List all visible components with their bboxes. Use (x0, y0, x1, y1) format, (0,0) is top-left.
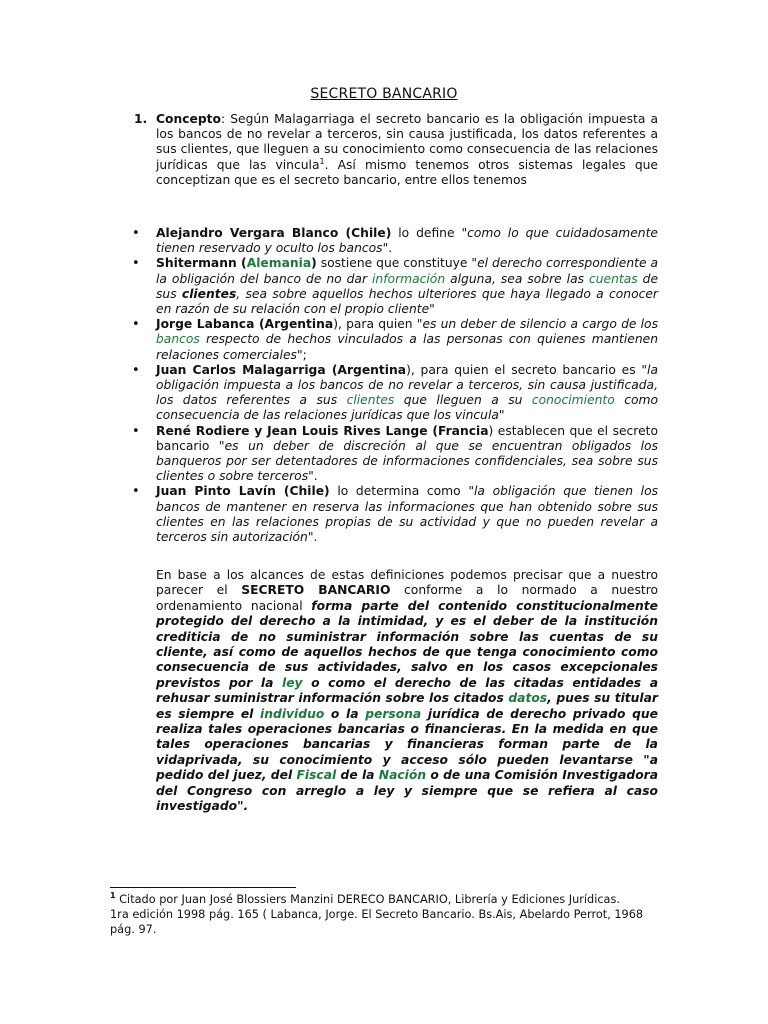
text: ) establecen que el secreto bancario " (156, 423, 658, 453)
text: ". (308, 469, 318, 484)
footnote-separator (110, 887, 296, 888)
text: ), para quien " (333, 317, 423, 332)
list-item (156, 424, 658, 485)
text: " (498, 408, 505, 423)
quote: alguna, sea sobre las (445, 271, 589, 286)
link-persona[interactable]: persona (365, 706, 422, 721)
list-item (156, 256, 658, 317)
quote: de sus (156, 271, 659, 301)
author-name: Alejandro Vergara Blanco (Chile) (156, 226, 392, 240)
quote: como consecuencia de las relaciones jurídicas que los vincula (156, 393, 658, 423)
emphasis: o la (324, 706, 366, 721)
author-name: René Rodiere y Jean Louis Rives Lange (Francia (156, 423, 489, 438)
list-number: 1. (134, 112, 148, 126)
link-cuentas[interactable]: cuentas (588, 271, 638, 286)
quote: el derecho correspondiente a la obligación del banco de no dar (156, 256, 659, 286)
concept-label: Concepto (156, 112, 221, 126)
list-item (156, 317, 658, 363)
text: ), para quien el secreto bancario es " (406, 362, 648, 377)
text: conforme a lo normado a nuestro ordenamiento nacional (156, 583, 659, 613)
definitions-list (156, 226, 658, 545)
footnote-ref[interactable]: 1 (319, 156, 325, 166)
link-conocimiento[interactable]: conocimiento (531, 393, 615, 408)
footnote (110, 892, 670, 937)
quote: respecto de hechos vinculados a las personas con quienes mantienen relaciones comerciales (156, 332, 658, 362)
document-title: SECRETO BANCARIO (310, 86, 458, 102)
footnote-line: 1ra edición 1998 pág. 165 ( Labanca, Jorge. El Secreto Bancario. Bs.Ais, Abelardo Perrot, 1968 pág. 97. (110, 908, 644, 936)
footnote-line: Citado por Juan José Blossiers Manzini DERECO BANCARIO, Librería y Ediciones Jurídicas. (115, 893, 620, 906)
link-alemania[interactable]: Alemania (246, 256, 312, 271)
bold-term: SECRETO BANCARIO (241, 583, 391, 598)
text: " (429, 302, 435, 317)
author-name: Juan Pinto Lavín (Chile) (156, 484, 330, 499)
list-item (156, 363, 658, 424)
emphasis: de la (336, 768, 379, 783)
quote: como lo que cuidadosamente tienen reservado y oculto los bancos (156, 226, 658, 256)
quote: la obligación impuesta a los bancos de no revelar a terceros, sin causa justificada, los datos referentes a sus (156, 362, 658, 408)
conclusion-paragraph (156, 568, 658, 815)
link-clientes[interactable]: clientes (346, 393, 395, 408)
link-datos[interactable]: datos (508, 691, 548, 706)
quote: que lleguen a su (394, 393, 532, 408)
text: sostiene que constituye " (316, 256, 478, 271)
concept-paragraph (156, 112, 658, 188)
emphasis: forma parte del contenido constitucionalmente protegido del derecho a la intimidad, y es el deber de la institución crediticia de no suministrar información sobre las cuentas de su cliente, así como de aquellos hechos de que tenga conocimiento como consecuencia de sus actividades, salvo en los casos excepcionales previstos por la (156, 598, 658, 690)
quote: , sea sobre aquellos hechos ulteriores que haya llegado a conocer en razón de su relación con el propio cliente (156, 286, 658, 317)
link-ley[interactable]: ley (281, 675, 303, 690)
text: ) (311, 256, 317, 271)
author-name: Jorge Labanca (Argentina (156, 317, 334, 332)
link-nacion[interactable]: Nación (378, 768, 427, 783)
link-fiscal[interactable]: Fiscal (296, 768, 337, 783)
list-item (156, 226, 658, 256)
quote: la obligación que tienen los bancos de mantener en reserva las informaciones que han obtenido sobre sus clientes en las relaciones propias de su actividad y que no pueden revelar a terceros sin autorización (156, 484, 658, 545)
emphasis: o como el derecho de las citadas entidades a rehusar suministrar información sobre los citados (156, 675, 658, 706)
concept-text-b: . Así mismo tenemos otros sistemas legales que conceptizan que es el secreto bancario, entre ellos tenemos (156, 157, 658, 187)
link-bancos[interactable]: bancos (156, 332, 200, 347)
author-name: Shitermann ( (156, 256, 247, 271)
quote: es un deber de discreción al que se encuentran obligados los banqueros por ser detentadores de informaciones confidenciales, sea sobre sus clientes o sobre terceros (156, 438, 658, 484)
emphasis: o de una Comisión Investigadora del Congreso con arreglo a ley y siempre que se refiera al caso investigado". (156, 768, 659, 814)
text: ". (307, 530, 318, 545)
text: lo determina como " (329, 484, 474, 499)
link-individuo[interactable]: individuo (260, 706, 325, 721)
concept-text-a: : Según Malagarriaga el secreto bancario es la obligación impuesta a los bancos de no revelar a terceros, sin causa justificada, los datos referentes a sus clientes, que lleguen a su conocimiento como consecuencia de las relaciones jurídicas que las vincula (156, 112, 658, 172)
quote: es un deber de silencio a cargo de los (422, 317, 658, 332)
link-informacion[interactable]: información (372, 271, 446, 286)
list-item (156, 484, 658, 545)
footnote-mark: 1 (110, 891, 116, 901)
text: En base a los alcances de estas definiciones podemos precisar que a nuestro parecer el (156, 568, 658, 598)
text: ". (382, 241, 393, 256)
quote-bold: clientes (181, 286, 237, 301)
text: lo define " (391, 226, 468, 240)
emphasis: jurídica de derecho privado que realiza tales operaciones bancarias o financieras. En la medida en que tales operaciones bancarias y financieras forman parte de la vidaprivada, su conocimiento y acceso sólo pueden levantarse "a pedido del juez, del (156, 706, 659, 783)
text: "; (296, 347, 307, 362)
emphasis: , pues su titular es siempre el (156, 691, 658, 721)
author-name: Juan Carlos Malagarriga (Argentina (156, 362, 407, 377)
